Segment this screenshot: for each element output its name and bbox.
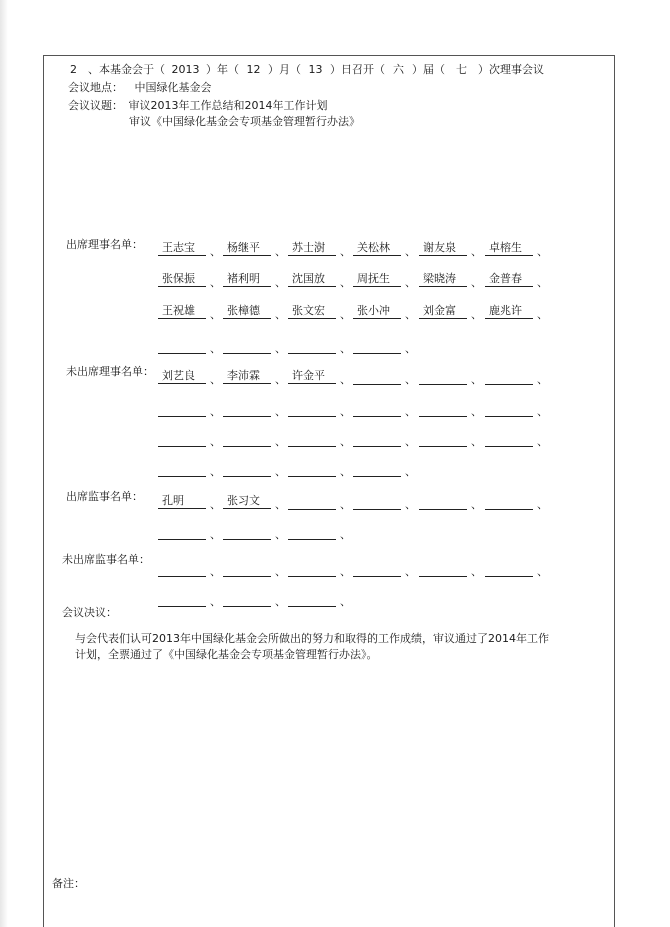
remarks-label: 备注： (52, 877, 85, 890)
name-separator: 、 (340, 435, 351, 448)
absent-director-slot (485, 400, 533, 417)
attending-supervisors-label: 出席监事名单： (66, 490, 143, 503)
name-separator: 、 (471, 276, 482, 289)
attending-supervisor-slot (288, 523, 336, 540)
absent-director-slot (353, 400, 401, 417)
name-separator: 、 (210, 405, 221, 418)
name-separator: 、 (275, 245, 286, 258)
topics-label: 会议议题： (68, 99, 123, 112)
absent-supervisor-slot (223, 590, 271, 607)
header-session: 六 (393, 63, 404, 76)
absent-director-slot (288, 400, 336, 417)
name-separator: 、 (537, 405, 548, 418)
resolution-line-2: 计划，全票通过了《中国绿化基金会专项基金管理暂行办法》。 (75, 648, 378, 661)
name-separator: 、 (405, 498, 416, 511)
absent-director-slot (223, 430, 271, 447)
attending-director-slot: 周抚生 (353, 271, 401, 287)
absent-supervisors-label: 未出席监事名单： (62, 553, 150, 566)
attending-director-slot: 张樟德 (223, 303, 271, 319)
header-session-unit: ）届（ (412, 63, 445, 76)
name-separator: 、 (275, 528, 286, 541)
name-separator: 、 (210, 595, 221, 608)
name-separator: 、 (405, 245, 416, 258)
absent-supervisor-slot (419, 560, 467, 577)
resolution-line-1: 与会代表们认可2013年中国绿化基金会所做出的努力和取得的工作成绩，审议通过了2014年工作 (75, 632, 549, 645)
attending-director-slot (353, 337, 401, 354)
header-meeting-no: 七 (456, 63, 467, 76)
absent-supervisor-slot (223, 560, 271, 577)
name-separator: 、 (275, 565, 286, 578)
absent-director-slot (419, 368, 467, 385)
name-separator: 、 (210, 528, 221, 541)
attending-supervisor-slot: 孔明 (158, 493, 206, 509)
resolution-label: 会议决议： (62, 606, 117, 619)
name-separator: 、 (537, 435, 548, 448)
name-separator: 、 (340, 276, 351, 289)
name-separator: 、 (471, 245, 482, 258)
attending-director-slot: 褚利明 (223, 271, 271, 287)
attending-director-slot: 王志宝 (158, 240, 206, 256)
absent-supervisor-slot (158, 590, 206, 607)
name-separator: 、 (340, 595, 351, 608)
name-separator: 、 (405, 465, 416, 478)
name-separator: 、 (537, 498, 548, 511)
attending-director-slot: 张文宏 (288, 303, 336, 319)
absent-supervisor-slot (288, 590, 336, 607)
name-separator: 、 (405, 373, 416, 386)
absent-director-slot: 李沛霖 (223, 368, 271, 384)
attending-director-slot: 卓榕生 (485, 240, 533, 256)
attending-supervisor-slot (419, 493, 467, 510)
absent-director-slot (223, 400, 271, 417)
name-separator: 、 (340, 308, 351, 321)
name-separator: 、 (340, 498, 351, 511)
attending-director-slot: 沈国放 (288, 271, 336, 287)
name-separator: 、 (210, 498, 221, 511)
name-separator: 、 (537, 276, 548, 289)
name-separator: 、 (405, 435, 416, 448)
scan-edge (0, 0, 8, 927)
name-separator: 、 (210, 276, 221, 289)
name-separator: 、 (340, 373, 351, 386)
name-separator: 、 (210, 465, 221, 478)
attending-director-slot: 关松林 (353, 240, 401, 256)
name-separator: 、 (210, 308, 221, 321)
absent-director-slot (158, 430, 206, 447)
attending-director-slot: 金普春 (485, 271, 533, 287)
name-separator: 、 (275, 405, 286, 418)
attending-director-slot: 梁晓涛 (419, 271, 467, 287)
name-separator: 、 (210, 565, 221, 578)
name-separator: 、 (340, 245, 351, 258)
absent-supervisor-slot (288, 560, 336, 577)
attending-director-slot: 苏士澍 (288, 240, 336, 256)
absent-directors-label: 未出席理事名单： (66, 365, 154, 378)
header-day: 13 (308, 63, 323, 76)
attending-supervisor-slot (223, 523, 271, 540)
location-row (68, 81, 212, 95)
location-label: 会议地点： (68, 81, 123, 94)
absent-director-slot (353, 368, 401, 385)
name-separator: 、 (210, 245, 221, 258)
header-prefix: 2 、本基金会于（ (70, 63, 165, 76)
absent-director-slot (485, 430, 533, 447)
name-separator: 、 (471, 373, 482, 386)
attending-supervisor-slot (288, 493, 336, 510)
header-suffix: ）次理事会议 (478, 63, 544, 76)
absent-director-slot: 刘艺良 (158, 368, 206, 384)
attending-supervisor-slot (485, 493, 533, 510)
attending-supervisor-slot (158, 523, 206, 540)
name-separator: 、 (471, 405, 482, 418)
attending-director-slot (223, 337, 271, 354)
header-month-unit: ）月（ (268, 63, 301, 76)
name-separator: 、 (340, 528, 351, 541)
name-separator: 、 (275, 465, 286, 478)
header-year: 2013 (171, 63, 200, 76)
attending-director-slot: 谢友泉 (419, 240, 467, 256)
absent-director-slot (288, 430, 336, 447)
absent-director-slot (223, 460, 271, 477)
name-separator: 、 (471, 308, 482, 321)
attending-director-slot: 鹿兆许 (485, 303, 533, 319)
header-day-unit: ）日召开（ (330, 63, 385, 76)
absent-supervisor-slot (158, 560, 206, 577)
name-separator: 、 (340, 405, 351, 418)
name-separator: 、 (340, 565, 351, 578)
attending-supervisor-slot (353, 493, 401, 510)
attending-director-slot: 张小冲 (353, 303, 401, 319)
header-year-unit: ）年（ (206, 63, 239, 76)
attending-director-slot: 王祝雄 (158, 303, 206, 319)
header-month: 12 (246, 63, 261, 76)
location-value: 中国绿化基金会 (134, 81, 212, 94)
name-separator: 、 (275, 373, 286, 386)
absent-director-slot (419, 430, 467, 447)
name-separator: 、 (405, 342, 416, 355)
name-separator: 、 (275, 435, 286, 448)
name-separator: 、 (275, 498, 286, 511)
name-separator: 、 (471, 435, 482, 448)
name-separator: 、 (405, 276, 416, 289)
attending-director-slot: 张保振 (158, 271, 206, 287)
name-separator: 、 (405, 405, 416, 418)
name-separator: 、 (275, 342, 286, 355)
absent-director-slot (353, 460, 401, 477)
absent-director-slot (288, 460, 336, 477)
topics-row (68, 99, 328, 113)
absent-director-slot (158, 400, 206, 417)
name-separator: 、 (210, 373, 221, 386)
attending-director-slot (288, 337, 336, 354)
name-separator: 、 (405, 565, 416, 578)
name-separator: 、 (537, 373, 548, 386)
name-separator: 、 (340, 342, 351, 355)
meeting-header (70, 63, 544, 77)
topic-2: 审议《中国绿化基金会专项基金管理暂行办法》 (129, 115, 360, 128)
absent-supervisor-slot (353, 560, 401, 577)
absent-director-slot: 许金平 (288, 368, 336, 384)
absent-director-slot (419, 400, 467, 417)
topic-1: 审议2013年工作总结和2014年工作计划 (128, 99, 328, 112)
attending-supervisor-slot: 张习文 (223, 493, 271, 509)
name-separator: 、 (275, 276, 286, 289)
name-separator: 、 (210, 342, 221, 355)
absent-director-slot (353, 430, 401, 447)
name-separator: 、 (275, 308, 286, 321)
absent-director-slot (158, 460, 206, 477)
name-separator: 、 (340, 465, 351, 478)
name-separator: 、 (471, 565, 482, 578)
name-separator: 、 (405, 308, 416, 321)
name-separator: 、 (537, 245, 548, 258)
name-separator: 、 (275, 595, 286, 608)
name-separator: 、 (537, 565, 548, 578)
attending-directors-label: 出席理事名单： (66, 238, 143, 251)
name-separator: 、 (210, 435, 221, 448)
absent-supervisor-slot (485, 560, 533, 577)
attending-director-slot: 杨继平 (223, 240, 271, 256)
name-separator: 、 (471, 498, 482, 511)
attending-director-slot (158, 337, 206, 354)
attending-director-slot: 刘金富 (419, 303, 467, 319)
absent-director-slot (485, 368, 533, 385)
name-separator: 、 (537, 308, 548, 321)
